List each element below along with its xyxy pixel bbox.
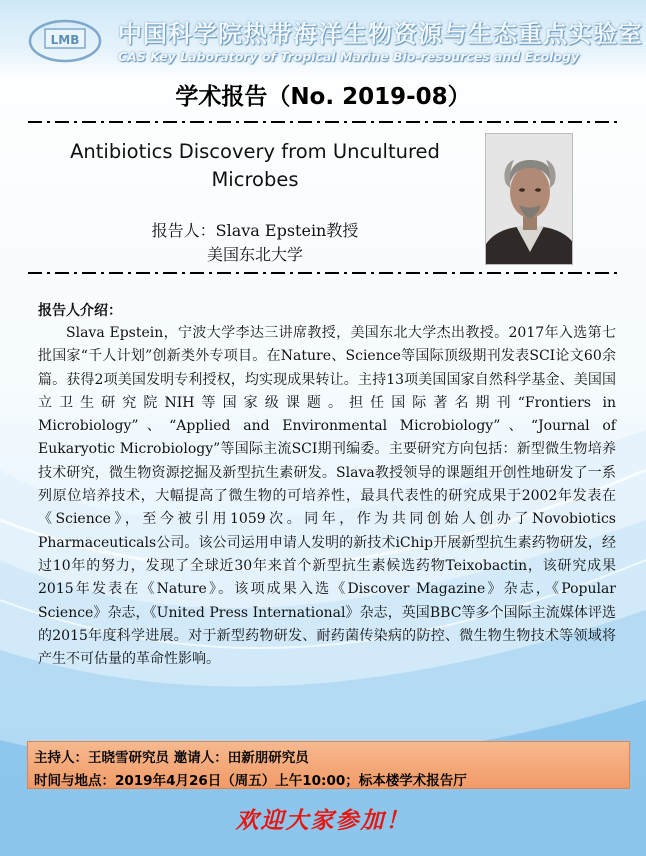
talk-title-line2: Microbes — [211, 168, 299, 191]
report-title: 学术报告（No. 2019-08） — [175, 84, 471, 110]
svg-text:LMB: LMB — [50, 33, 80, 47]
institute-name-en: CAS Key Laboratory of Tropical Marine Bio-resources and Ecology — [118, 49, 580, 64]
speaker-affiliation: 美国东北大学 — [206, 245, 303, 264]
event-info-box — [27, 741, 630, 789]
speaker-photo — [485, 133, 573, 265]
top-divider — [28, 119, 618, 125]
institute-logo — [28, 18, 102, 64]
welcome-message: 欢迎大家参加！ — [235, 807, 411, 834]
speaker-biography: Slava Epstein，宁波大学李达三讲席教授，美国东北大学杰出教授。2017年入选第七批国家“千人计划”创新类外专项目。在Nature、Science等国际顶级期刊发表SCI论文60余篇。获得2项美国发明专利授权，均实现成果转让。主持13项美国国家自然科学基金、美国国立卫生研究院NIH等国家级课题。担任国际著名期刊“Frontiers in Microbiology”、“Applied and Environmental Microbiology”、“Journal of Eukaryotic Microbiology”等国际主流SCI期刊编委。主要研究方向包括：新型微生物培养技术研究，微生物资源挖掘及新型抗生素研发。Slava教授领导的课题组开创性地研发了一系列原位培养技术，大幅提高了微生物的可培养性，最具代表性的研究成果于2002年发表在《Science》，至今被引用1059次。同年，作为共同创始人创办了Novobiotics Pharmaceuticals公司。该公司运用申请人发明的新技术iChip开展新型抗生素药物研发，经过10年的努力，发现了全球近30年来首个新型抗生素候选药物Teixobactin，该研究成果2015年发表在《Nature》。该项成果入选《Discover Magazine》杂志，《Popular Science》杂志，《United Press International》杂志，英国BBC等多个国际主流媒体评选的2015年度科学进展。对于新型药物研发、耐药菌传染病的防控、微生物生物技术等领域将产生不可估量的革命性影响。 — [38, 325, 616, 668]
speaker-info — [40, 219, 470, 267]
institute-name-cn: 中国科学院热带海洋生物资源与生态重点实验室 — [118, 20, 643, 48]
institute-header — [0, 0, 646, 78]
talk-title — [40, 138, 470, 194]
speaker-name: 报告人：Slava Epstein教授 — [151, 221, 359, 240]
time-location-line: 时间与地点：2019年4月26日（周五）上午10:00；标本楼学术报告厅 — [34, 773, 467, 789]
intro-heading: 报告人介绍： — [38, 303, 122, 319]
host-inviter-line: 主持人：王晓雪研究员 邀请人：田新朋研究员 — [34, 750, 309, 766]
talk-title-line1: Antibiotics Discovery from Uncultured — [70, 140, 440, 163]
middle-divider — [28, 270, 618, 276]
